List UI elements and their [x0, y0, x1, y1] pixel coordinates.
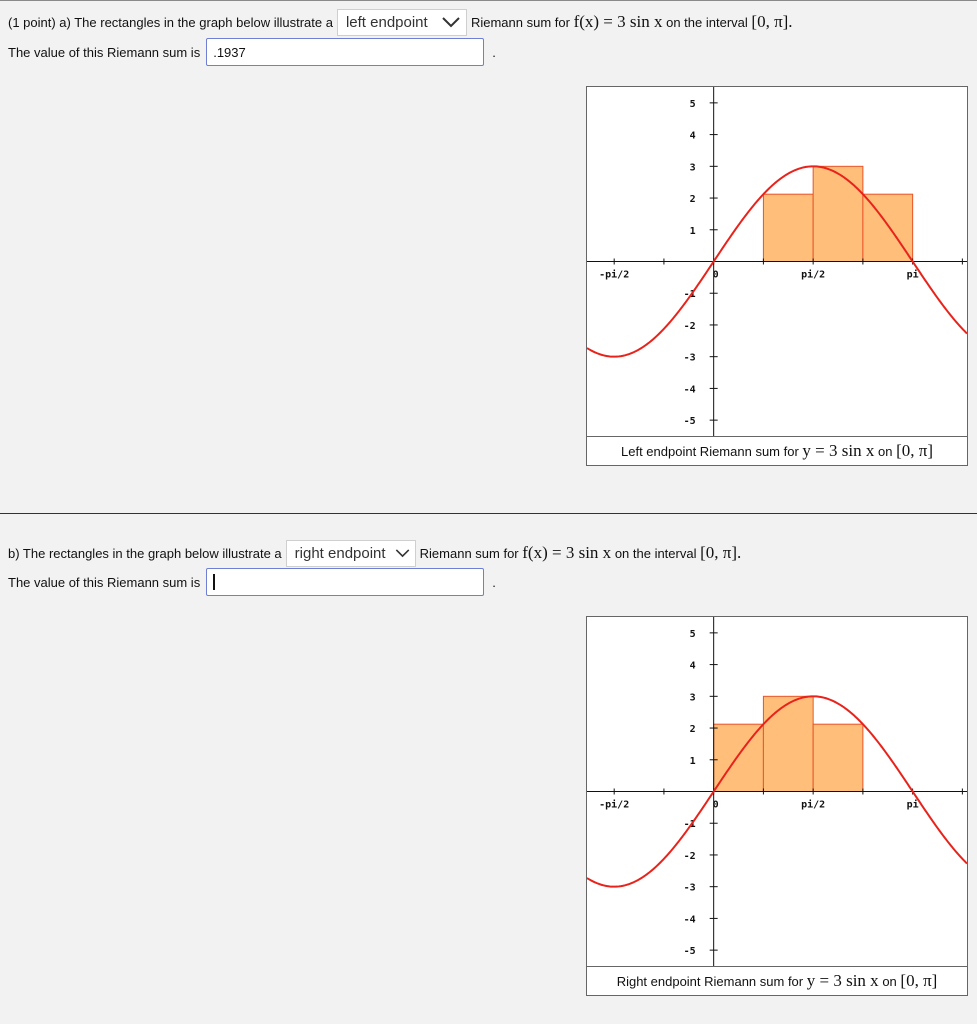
chevron-down-icon: [394, 546, 411, 560]
part-a-caption-math: y = 3 sin x: [802, 441, 875, 460]
y-tick-label: -1: [683, 289, 696, 301]
part-b-caption-interval: [0, π]: [900, 971, 938, 990]
part-a-interval: [0, π].: [751, 12, 793, 31]
part-a-answer-value: .1937: [213, 44, 246, 60]
x-tick-label: 0: [712, 269, 719, 281]
y-tick-label: 4: [689, 130, 696, 142]
section-divider: [0, 513, 977, 514]
y-tick-label: 4: [689, 660, 696, 672]
y-tick-label: -2: [683, 850, 696, 862]
riemann-rectangle-1: [763, 194, 813, 261]
x-tick-label: pi/2: [801, 269, 826, 281]
y-tick-label: -2: [683, 320, 696, 332]
part-a-select-value: left endpoint: [345, 13, 428, 31]
part-b-question: [8, 540, 741, 566]
riemann-rectangle-1: [763, 696, 813, 791]
y-tick-label: 2: [689, 194, 696, 206]
part-a-plot: [587, 87, 967, 436]
part-b-value-label: The value of this Riemann sum is: [8, 574, 201, 590]
riemann-rectangle-2: [813, 724, 863, 791]
y-tick-label: -4: [683, 914, 696, 926]
part-b-caption: [587, 966, 967, 995]
part-a-riemann-text: Riemann sum for: [470, 14, 570, 30]
y-tick-label: -5: [683, 416, 696, 428]
x-tick-label: 0: [712, 799, 719, 811]
part-b-graph: [586, 616, 968, 996]
part-b-method-select[interactable]: [286, 540, 416, 567]
y-tick-label: 5: [689, 98, 696, 110]
part-a-value-row: [8, 39, 496, 65]
part-b-interval-text: on the interval: [614, 545, 697, 561]
part-b-prefix: b) The rectangles in the graph below illustrate a: [8, 545, 282, 561]
part-b-select-value: right endpoint: [294, 544, 386, 562]
part-a-question: [8, 9, 793, 35]
y-tick-label: 3: [689, 692, 696, 704]
part-b-period: .: [492, 574, 496, 590]
part-a-caption-text: Left endpoint Riemann sum for: [621, 443, 799, 459]
part-a-function: f(x) = 3 sin x: [573, 12, 663, 31]
part-a-method-select[interactable]: [337, 9, 467, 36]
part-b-answer-input[interactable]: [206, 568, 484, 596]
y-tick-label: -5: [683, 946, 696, 958]
part-b-caption-on: on: [882, 973, 897, 989]
x-tick-label: pi: [906, 269, 919, 281]
top-divider: [0, 0, 977, 1]
x-tick-label: pi/2: [801, 799, 826, 811]
text-caret: [213, 574, 215, 590]
part-b-function: f(x) = 3 sin x: [522, 543, 612, 562]
part-b-caption-text: Right endpoint Riemann sum for: [616, 973, 804, 989]
y-tick-label: 2: [689, 724, 696, 736]
part-a-caption-on: on: [877, 443, 893, 459]
part-a-prefix: (1 point) a) The rectangles in the graph below illustrate a: [8, 14, 333, 30]
y-tick-label: 1: [689, 225, 696, 237]
part-b-plot: [587, 617, 967, 966]
part-a-caption: [587, 436, 967, 465]
part-a-caption-interval: [0, π]: [896, 441, 933, 460]
y-tick-label: -3: [683, 352, 696, 364]
x-tick-label: -pi/2: [599, 799, 630, 811]
y-tick-label: -1: [683, 819, 696, 831]
part-b-interval: [0, π].: [700, 543, 742, 562]
part-a-value-label: The value of this Riemann sum is: [8, 44, 201, 60]
x-tick-label: pi: [906, 799, 919, 811]
chevron-down-icon: [440, 15, 462, 29]
riemann-rectangle-2: [813, 166, 863, 261]
x-tick-label: -pi/2: [599, 269, 630, 281]
part-a-interval-text: on the interval: [666, 14, 748, 30]
y-tick-label: 1: [689, 755, 696, 767]
part-b-caption-math: y = 3 sin x: [806, 971, 879, 990]
y-tick-label: -4: [683, 384, 696, 396]
y-tick-label: -3: [683, 882, 696, 894]
y-tick-label: 3: [689, 162, 696, 174]
part-b-riemann-text: Riemann sum for: [419, 545, 519, 561]
part-b-value-row: [8, 569, 496, 595]
part-a-graph: [586, 86, 968, 466]
part-a-period: .: [492, 44, 496, 60]
part-a-answer-input[interactable]: [206, 38, 484, 66]
y-tick-label: 5: [689, 628, 696, 640]
